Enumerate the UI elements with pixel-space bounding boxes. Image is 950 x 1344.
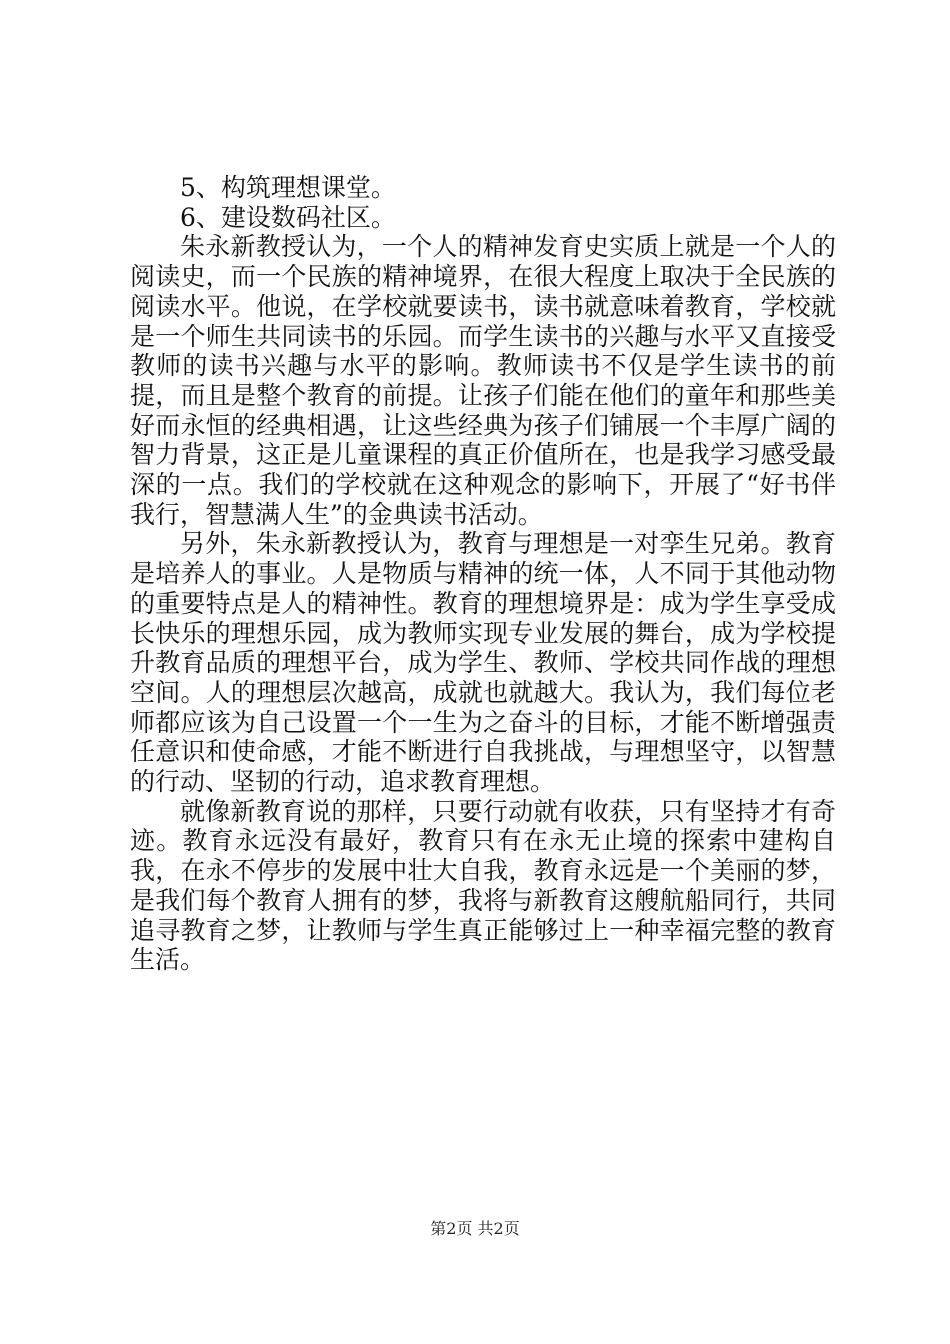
paragraph-ideals: 另外，朱永新教授认为，教育与理想是一对孪生兄弟。教育是培养人的事业。人是物质与精神的统一体，人不同于其他动物的重要特点是人的精神性。教育的理想境界是：成为学生享受成长快乐的理想乐园，成为教师实现专业发展的舞台，成为学校提升教育品质的理想平台，成为学生、教师、学校共同作战的理想空间。人的理想层次越高，成就也就越大。我认为，我们每位老师都应该为自己设置一个一生为之奋斗的目标，才能不断增强责任意识和使命感，才能不断进行自我挑战，与理想坚守，以智慧的行动、坚韧的行动，追求教育理想。 <box>130 529 836 797</box>
page-number-footer: 第2页 共2页 <box>430 1219 520 1238</box>
list-item-6: 6、建设数码社区。 <box>180 202 396 232</box>
paragraph-conclusion: 就像新教育说的那样，只要行动就有收获，只有坚持才有奇迹。教育永远没有最好，教育只有在永无止境的探索中建构自我，在永不停步的发展中壮大自我，教育永远是一个美丽的梦，是我们每个教育人拥有的梦，我将与新教育这艘航船同行，共同追寻教育之梦，让教师与学生真正能够过上一种幸福完整的教育生活。 <box>130 796 836 975</box>
paragraph-reading: 朱永新教授认为，一个人的精神发育史实质上就是一个人的阅读史，而一个民族的精神境界，在很大程度上取决于全民族的阅读水平。他说，在学校就要读书，读书就意味着教育，学校就是一个师生共同读书的乐园。而学生读书的兴趣与水平又直接受教师的读书兴趣与水平的影响。教师读书不仅是学生读书的前提，而且是整个教育的前提。让孩子们能在他们的童年和那些美好而永恒的经典相遇，让这些经典为孩子们铺展一个丰厚广阔的智力背景，这正是儿童课程的真正价值所在，也是我学习感受最深的一点。我们的学校就在这种观念的影响下，开展了“好书伴我行，智慧满人生”的金典读书活动。 <box>130 232 836 529</box>
document-body <box>130 173 836 975</box>
list-item-5: 5、构筑理想课堂。 <box>180 173 396 202</box>
